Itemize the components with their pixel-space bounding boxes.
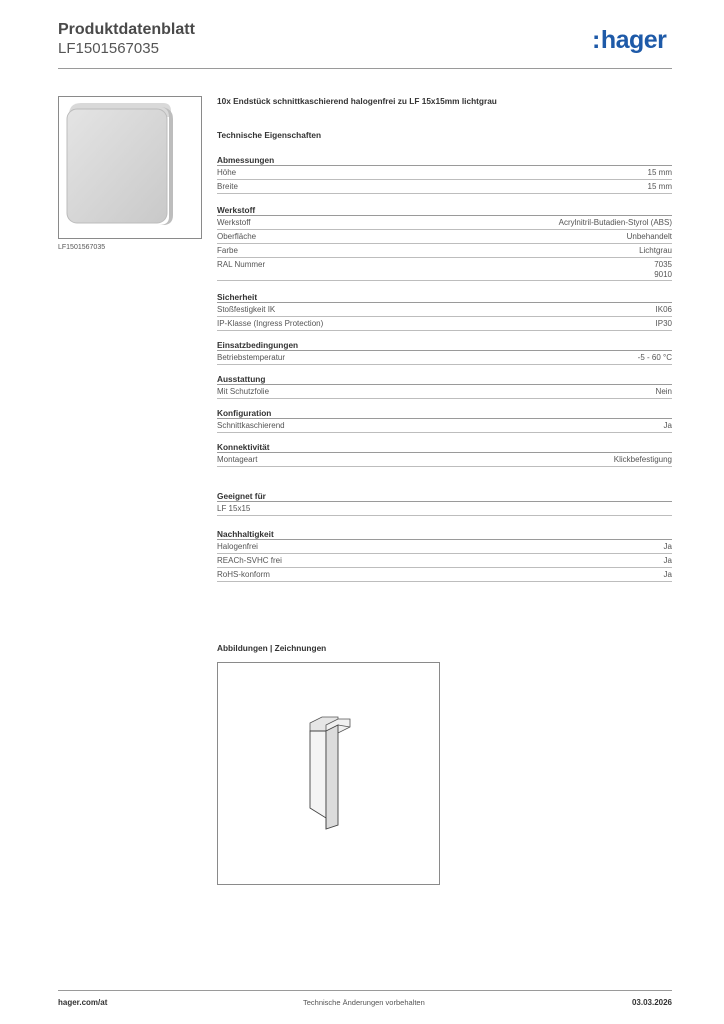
property-row — [217, 554, 672, 568]
footer-notice: Technische Änderungen vorbehalten — [303, 998, 425, 1007]
section-title: Nachhaltigkeit — [217, 529, 672, 540]
property-value: Nein — [655, 387, 672, 396]
property-value: Lichtgrau — [639, 246, 672, 255]
property-section — [217, 340, 672, 365]
property-row — [217, 180, 672, 194]
footer-divider — [58, 990, 672, 991]
property-value: Acrylnitril-Butadien-Styrol (ABS) — [558, 218, 672, 227]
property-row — [217, 453, 672, 467]
section-title: Werkstoff — [217, 205, 672, 216]
property-section — [217, 442, 672, 467]
product-photo — [58, 96, 202, 239]
property-label: REACh-SVHC frei — [217, 556, 282, 565]
property-label: Werkstoff — [217, 218, 251, 227]
section-title: Geeignet für — [217, 491, 672, 502]
property-label: Mit Schutzfolie — [217, 387, 270, 396]
property-label: IP-Klasse (Ingress Protection) — [217, 319, 324, 328]
property-row — [217, 216, 672, 230]
property-row — [217, 230, 672, 244]
property-label: Höhe — [217, 168, 237, 177]
end-cap-drawing-icon — [218, 663, 439, 884]
product-photo-caption: LF1501567035 — [58, 244, 106, 251]
property-label: Schnittkaschierend — [217, 421, 285, 430]
property-section — [217, 529, 672, 582]
property-row — [217, 568, 672, 582]
logo-text: hager — [600, 26, 667, 54]
property-row — [217, 166, 672, 180]
section-title: Sicherheit — [217, 292, 672, 303]
property-value: 15 mm — [647, 182, 672, 191]
property-value: IK06 — [655, 305, 672, 314]
property-section — [217, 155, 672, 194]
end-cap-photo-icon — [59, 97, 201, 238]
property-value: 7035 9010 — [654, 260, 672, 279]
property-value: -5 - 60 °C — [637, 353, 672, 362]
datasheet-content — [217, 96, 672, 582]
property-section — [217, 408, 672, 433]
property-row — [217, 419, 672, 433]
property-value: Ja — [663, 556, 672, 565]
property-value: Klickbefestigung — [613, 455, 672, 464]
property-row — [217, 244, 672, 258]
property-label: Breite — [217, 182, 238, 191]
property-section — [217, 292, 672, 331]
drawing-frame — [217, 662, 440, 885]
property-row — [217, 258, 672, 281]
property-label: LF 15x15 — [217, 504, 251, 513]
product-title: 10x Endstück schnittkaschierend halogenfrei zu LF 15x15mm lichtgrau — [217, 96, 497, 106]
property-label: Montageart — [217, 455, 258, 464]
property-label: Halogenfrei — [217, 542, 258, 551]
hager-logo: :hager — [592, 26, 667, 54]
page-title: Produktdatenblatt — [58, 21, 195, 38]
property-value: IP30 — [655, 319, 672, 328]
section-title: Ausstattung — [217, 374, 672, 385]
property-value: Ja — [663, 421, 672, 430]
property-row — [217, 317, 672, 331]
property-label: RoHS-konform — [217, 570, 270, 579]
property-section — [217, 491, 672, 516]
property-section — [217, 205, 672, 281]
property-value: Ja — [663, 570, 672, 579]
section-title: Abmessungen — [217, 155, 672, 166]
property-label: Betriebstemperatur — [217, 353, 286, 362]
property-value: Ja — [663, 542, 672, 551]
footer-date: 03.03.2026 — [631, 998, 672, 1007]
property-row — [217, 502, 672, 516]
header-divider — [58, 68, 672, 69]
property-row — [217, 540, 672, 554]
tech-properties-heading: Technische Eigenschaften — [217, 130, 322, 140]
property-value: Unbehandelt — [626, 232, 672, 241]
property-sections — [217, 155, 672, 582]
section-title: Einsatzbedingungen — [217, 340, 672, 351]
property-label: Oberfläche — [217, 232, 257, 241]
section-title: Konnektivität — [217, 442, 672, 453]
article-number: LF1501567035 — [58, 40, 159, 57]
property-value: 15 mm — [647, 168, 672, 177]
property-label: Farbe — [217, 246, 238, 255]
property-row — [217, 385, 672, 399]
property-label: RAL Nummer — [217, 260, 266, 269]
figures-heading: Abbildungen | Zeichnungen — [217, 643, 327, 653]
property-section — [217, 374, 672, 399]
property-label: Stoßfestigkeit IK — [217, 305, 276, 314]
property-row — [217, 303, 672, 317]
footer-website-link[interactable]: hager.com/at — [58, 998, 108, 1007]
property-row — [217, 351, 672, 365]
section-title: Konfiguration — [217, 408, 672, 419]
